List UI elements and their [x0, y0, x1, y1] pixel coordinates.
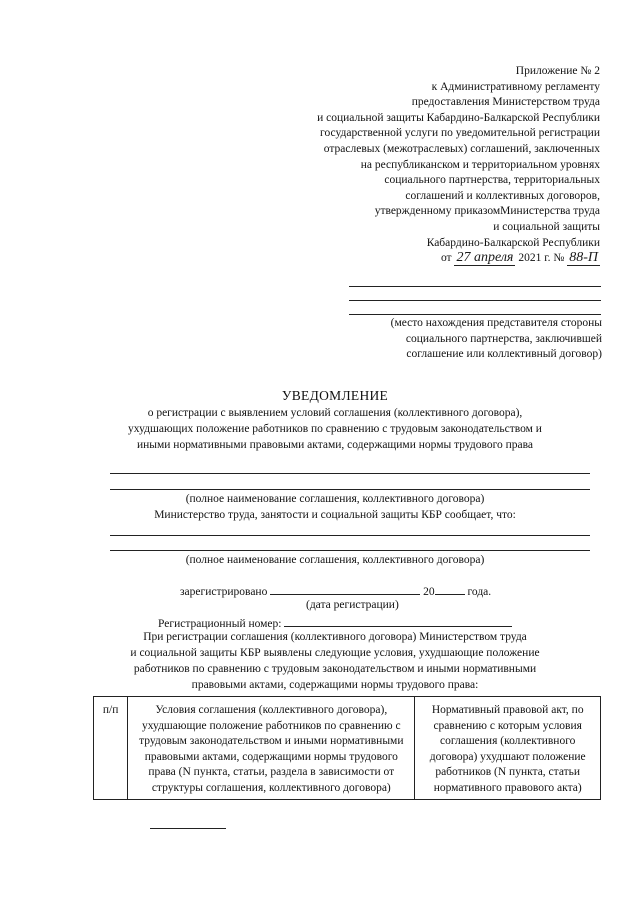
- appendix-line: Приложение № 2: [515, 65, 600, 77]
- ministry-statement: Министерство труда, занятости и социальной защиты КБР сообщает, что:: [154, 509, 516, 521]
- agreement-name-blank: [110, 550, 590, 551]
- appendix-header: [240, 64, 600, 267]
- agreement-name-blank: [110, 473, 590, 474]
- appendix-line: и социальной защиты Кабардино-Балкарской Республики: [317, 111, 600, 124]
- appendix-line: на республиканском и территориальном уровнях: [360, 158, 600, 171]
- appendix-line: отраслевых (межотраслевых) соглашений, заключенных: [323, 142, 600, 155]
- appendix-line: к Административному регламенту: [431, 80, 600, 93]
- registration-number-label: Регистрационный номер:: [158, 618, 282, 630]
- representative-caption: [342, 316, 602, 363]
- col-conditions-header: Условия соглашения (коллективного договора), ухудшающие положение работников по сравнению с трудовым законодательством и иными нормативными правовыми актами, содержащими нормы трудового права (N пункта, статьи, раздела в зависимости от структуры соглашения, коллективного договора): [128, 697, 415, 800]
- findings-line: При регистрации соглашения (коллективного договора) Министерством труда: [143, 631, 527, 643]
- document-title: УВЕДОМЛЕНИЕ: [281, 388, 389, 403]
- table-header-row: [94, 697, 601, 800]
- order-prefix: от: [440, 252, 452, 265]
- subtitle-line: о регистрации с выявлением условий соглашения (коллективного договора),: [147, 407, 523, 419]
- subtitle-line: ухудшающих положение работников по сравнению с трудовым законодательством и: [128, 423, 542, 435]
- order-date-handwritten: 27 апреля: [456, 250, 514, 266]
- caption-line: соглашение или коллективный договор): [406, 348, 602, 361]
- col-number-header: п/п: [94, 697, 128, 800]
- agreement-name-caption: (полное наименование соглашения, коллективного договора): [185, 493, 485, 505]
- registration-date-blank: [270, 582, 420, 595]
- order-year: 2021 г. №: [518, 252, 565, 265]
- appendix-line: соглашений и коллективных договоров,: [405, 189, 600, 202]
- address-blank-line: [349, 314, 601, 315]
- findings-line: и социальной защиты КБР выявлены следующие условия, ухудшающие положение: [130, 647, 540, 659]
- appendix-line: социального партнерства, территориальных: [384, 174, 600, 187]
- year-suffix: года.: [467, 586, 492, 598]
- order-reference: [240, 251, 600, 267]
- order-number-handwritten: 88-П: [569, 250, 598, 266]
- col-legal-act-header: Нормативный правовой акт, по сравнению с которым условия соглашения (коллективного договора) ухудшают положение работников (N пункта, статьи нормативного правового акта): [415, 697, 601, 800]
- findings-line: правовыми актами, содержащими нормы трудового права:: [191, 679, 479, 691]
- appendix-line: и социальной защиты: [493, 220, 600, 233]
- address-blank-line: [349, 300, 601, 301]
- registration-date-caption: (дата регистрации): [306, 599, 399, 611]
- footnote-rule: [150, 828, 226, 829]
- conditions-table: [93, 696, 601, 800]
- appendix-line: государственной услуги по уведомительной регистрации: [320, 127, 600, 140]
- appendix-line: утвержденному приказомМинистерства труда: [374, 205, 600, 218]
- subtitle-line: иными нормативными правовыми актами, содержащими нормы трудового права: [136, 439, 534, 451]
- caption-line: (место нахождения представителя стороны: [390, 317, 602, 329]
- appendix-line: предоставления Министерством труда: [411, 96, 600, 109]
- year-blank: [435, 582, 465, 595]
- findings-line: работников по сравнению с трудовым законодательством и иными нормативными: [133, 663, 537, 675]
- year-prefix: 20: [423, 586, 435, 598]
- registered-label: зарегистрировано: [180, 586, 268, 598]
- appendix-line: Кабардино-Балкарской Республики: [426, 236, 600, 249]
- agreement-name-caption: (полное наименование соглашения, коллективного договора): [185, 554, 485, 566]
- caption-line: социального партнерства, заключившей: [405, 332, 602, 345]
- agreement-name-blank: [110, 535, 590, 536]
- address-blank-line: [349, 286, 601, 287]
- agreement-name-blank: [110, 489, 590, 490]
- registration-number-blank: [284, 614, 512, 627]
